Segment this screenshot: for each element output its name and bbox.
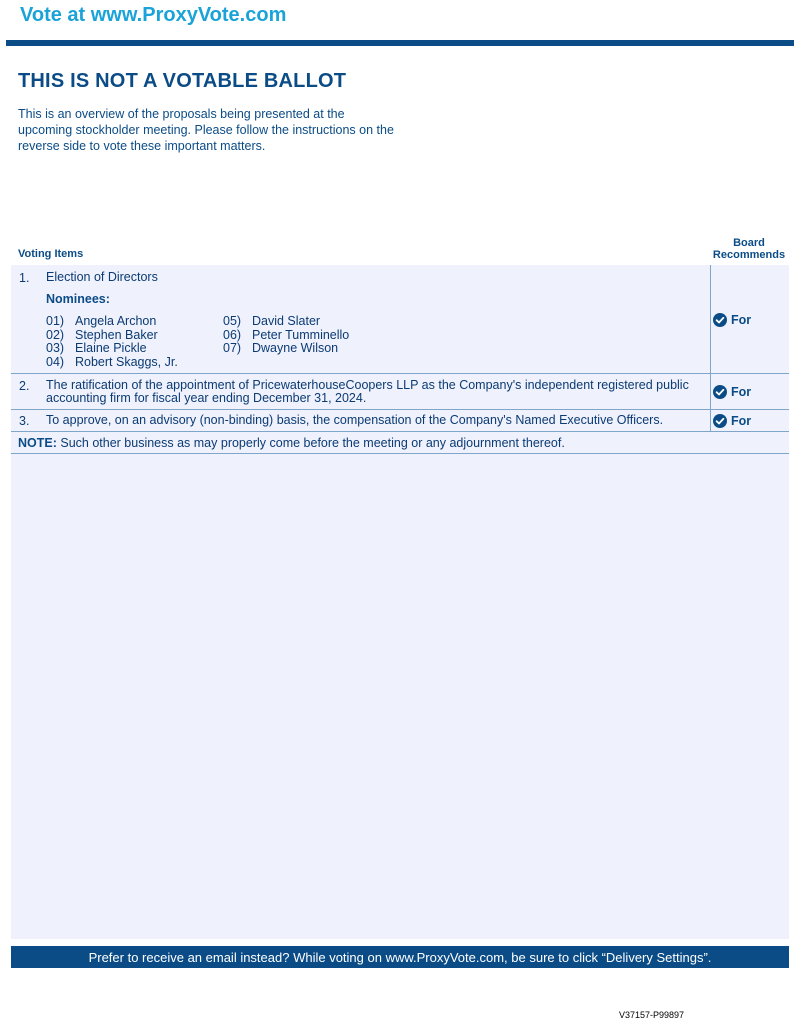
nominee-number: 03)	[46, 341, 65, 355]
nominee	[223, 315, 320, 328]
nominee	[46, 356, 178, 369]
board-header-line2: Recommends	[712, 249, 786, 261]
recommendation-label: For	[731, 313, 752, 327]
nominee-number: 02)	[46, 328, 65, 342]
board-recommends-header	[706, 237, 792, 261]
check-circle-icon	[713, 385, 727, 399]
nominee-number: 07)	[223, 341, 242, 355]
delivery-settings-banner: Prefer to receive an email instead? While voting on www.ProxyVote.com, be sure to click “Delivery Settings”.	[11, 946, 789, 968]
check-circle-icon	[713, 414, 727, 428]
nominee-name: Elaine Pickle	[75, 341, 147, 355]
item-number: 1.	[19, 271, 30, 285]
recommendation	[713, 313, 751, 327]
note-text: Such other business as may properly come before the meeting or any adjournment thereof.	[56, 436, 565, 450]
row-divider	[11, 409, 789, 410]
item-text: The ratification of the appointment of PricewaterhouseCoopers LLP as the Company's independent registered public accounting firm for fiscal year ending December 31, 2024.	[46, 378, 689, 405]
nominee-name: David Slater	[252, 314, 321, 328]
voting-items-header: Voting Items	[18, 248, 84, 260]
row-divider	[11, 453, 789, 454]
nominee-number: 01)	[46, 314, 65, 328]
item-number: 3.	[19, 414, 30, 428]
nominee	[46, 315, 156, 328]
note-label: NOTE:	[18, 436, 57, 450]
recommendation-label: For	[731, 385, 752, 399]
nominee	[46, 342, 147, 355]
recommendation	[713, 385, 751, 399]
item-text: Election of Directors	[46, 270, 158, 284]
note	[18, 436, 565, 450]
row-divider	[11, 373, 789, 374]
recommend-column-divider	[710, 265, 711, 432]
vote-site-title: Vote at www.ProxyVote.com	[20, 4, 287, 26]
nominee-name: Dwayne Wilson	[252, 341, 339, 355]
item-text: To approve, on an advisory (non-binding) basis, the compensation of the Company's Named Executive Officers.	[46, 413, 664, 427]
nominee-name: Angela Archon	[75, 314, 157, 328]
nominee-name: Peter Tumminello	[252, 328, 350, 342]
nominee-name: Robert Skaggs, Jr.	[75, 355, 178, 369]
nominee-name: Stephen Baker	[75, 328, 158, 342]
board-header-line1: Board	[733, 237, 765, 249]
nominee	[223, 342, 338, 355]
intro-text: This is an overview of the proposals being presented at the upcoming stockholder meeting. Please follow the instructions on the reverse side to vote these important matters.	[18, 107, 394, 153]
header-divider	[6, 40, 794, 46]
nominee-number: 05)	[223, 314, 242, 328]
row-divider	[11, 431, 789, 432]
page-title: THIS IS NOT A VOTABLE BALLOT	[18, 70, 347, 92]
document-code: V37157-P99897	[618, 1010, 684, 1020]
recommendation-label: For	[731, 414, 752, 428]
nominees-label: Nominees:	[46, 292, 110, 306]
check-circle-icon	[713, 313, 727, 327]
nominee-number: 04)	[46, 355, 65, 369]
item-number: 2.	[19, 379, 30, 393]
nominee-number: 06)	[223, 328, 242, 342]
recommendation	[713, 414, 751, 428]
